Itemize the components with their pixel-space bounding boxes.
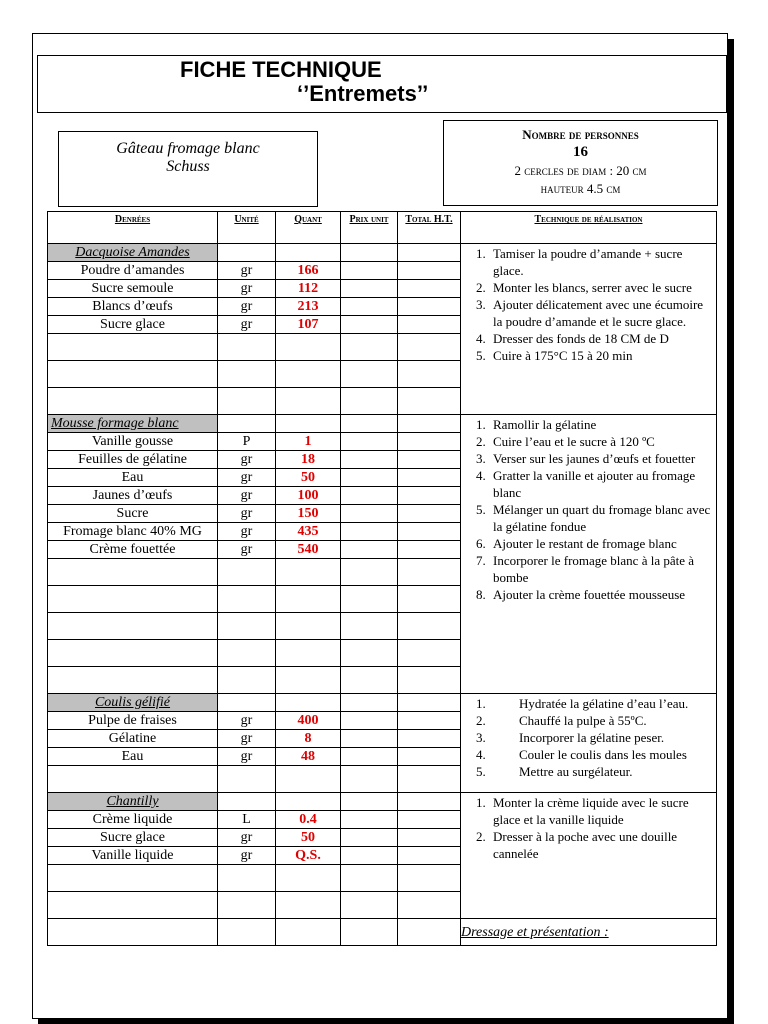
total-cell: [398, 505, 461, 523]
empty-cell: [276, 244, 341, 262]
ingredient-quantity: 50: [276, 469, 341, 487]
technique-step: 2. Monter les blancs, serrer avec le sucre: [489, 279, 714, 296]
technique-step: 5. Mettre au surgélateur.: [489, 763, 714, 780]
unit-price-cell: [341, 469, 398, 487]
empty-cell: [398, 694, 461, 712]
ingredient-name: Jaunes d’œufs: [48, 487, 218, 505]
total-cell: [398, 829, 461, 847]
total-cell: [398, 730, 461, 748]
empty-cell: [276, 667, 341, 694]
ingredient-name: Sucre glace: [48, 829, 218, 847]
header-total: Total H.T.: [398, 212, 461, 244]
empty-cell: [48, 892, 218, 919]
table-header-row: [48, 212, 717, 244]
total-cell: [398, 451, 461, 469]
technique-step: 1. Monter la crème liquide avec le sucre glace et la vanille liquide: [489, 794, 714, 828]
empty-cell: [398, 766, 461, 793]
empty-cell: [48, 388, 218, 415]
section-row: [48, 694, 717, 712]
unit-price-cell: [341, 487, 398, 505]
section-name: Dacquoise Amandes: [48, 244, 218, 262]
ingredient-unit: gr: [218, 505, 276, 523]
empty-cell: [341, 334, 398, 361]
technique-step: 3. Verser sur les jaunes d’œufs et fouetter: [489, 450, 714, 467]
document-subtitle: ‘’Entremets’’: [297, 81, 429, 106]
empty-cell: [341, 415, 398, 433]
ingredient-unit: gr: [218, 847, 276, 865]
technique-cell: [461, 793, 717, 919]
ingredient-name: Gélatine: [48, 730, 218, 748]
empty-cell: [398, 361, 461, 388]
unit-price-cell: [341, 748, 398, 766]
header-denrees: Denrées: [48, 212, 218, 244]
technique-step: 4. Couler le coulis dans les moules: [489, 746, 714, 763]
dressage-label: Dressage et présentation :: [461, 919, 717, 946]
unit-price-cell: [341, 262, 398, 280]
ingredient-unit: gr: [218, 523, 276, 541]
ingredient-unit: P: [218, 433, 276, 451]
empty-cell: [341, 919, 398, 946]
technique-step: 7. Incorporer le fromage blanc à la pâte à bombe: [489, 552, 714, 586]
unit-price-cell: [341, 847, 398, 865]
empty-cell: [341, 613, 398, 640]
empty-cell: [398, 388, 461, 415]
empty-cell: [48, 334, 218, 361]
technique-cell: [461, 415, 717, 694]
circles-info: 2 cercles de diam : 20 cm: [514, 163, 647, 178]
empty-cell: [341, 766, 398, 793]
header-unite: Unité: [218, 212, 276, 244]
empty-cell: [341, 892, 398, 919]
ingredient-quantity: 150: [276, 505, 341, 523]
empty-cell: [341, 244, 398, 262]
empty-cell: [398, 334, 461, 361]
empty-cell: [341, 640, 398, 667]
document-title: FICHE TECHNIQUE: [180, 57, 382, 82]
ingredient-unit: gr: [218, 829, 276, 847]
empty-cell: [48, 586, 218, 613]
empty-cell: [218, 694, 276, 712]
ingredient-quantity: 48: [276, 748, 341, 766]
ingredient-unit: gr: [218, 262, 276, 280]
empty-cell: [276, 415, 341, 433]
empty-cell: [48, 559, 218, 586]
total-cell: [398, 298, 461, 316]
empty-cell: [398, 793, 461, 811]
ingredient-unit: gr: [218, 316, 276, 334]
empty-cell: [276, 865, 341, 892]
ingredient-quantity: 50: [276, 829, 341, 847]
technique-steps: [465, 416, 714, 603]
technique-step: 2. Cuire l’eau et le sucre à 120 ºC: [489, 433, 714, 450]
empty-cell: [218, 613, 276, 640]
total-cell: [398, 280, 461, 298]
ingredient-name: Eau: [48, 469, 218, 487]
header-prix: Prix unit: [341, 212, 398, 244]
header-quant: Quant: [276, 212, 341, 244]
technique-steps: [465, 695, 714, 780]
ingredient-unit: gr: [218, 487, 276, 505]
total-cell: [398, 487, 461, 505]
empty-cell: [276, 388, 341, 415]
empty-cell: [398, 559, 461, 586]
unit-price-cell: [341, 730, 398, 748]
empty-cell: [276, 892, 341, 919]
empty-cell: [276, 694, 341, 712]
unit-price-cell: [341, 298, 398, 316]
unit-price-cell: [341, 829, 398, 847]
section-row: [48, 244, 717, 262]
empty-cell: [276, 919, 341, 946]
technique-step: 1. Hydratée la gélatine d’eau l’eau.: [489, 695, 714, 712]
ingredients-table: [47, 211, 717, 946]
unit-price-cell: [341, 505, 398, 523]
technique-step: 4. Dresser des fonds de 18 CM de D: [489, 330, 714, 347]
technique-step: 5. Cuire à 175°C 15 à 20 min: [489, 347, 714, 364]
empty-cell: [398, 244, 461, 262]
ingredient-name: Sucre: [48, 505, 218, 523]
empty-cell: [218, 892, 276, 919]
total-cell: [398, 712, 461, 730]
total-cell: [398, 523, 461, 541]
empty-cell: [218, 793, 276, 811]
technique-steps: [465, 245, 714, 364]
empty-cell: [276, 361, 341, 388]
ingredient-name: Fromage blanc 40% MG: [48, 523, 218, 541]
unit-price-cell: [341, 523, 398, 541]
ingredient-name: Sucre semoule: [48, 280, 218, 298]
section-row: [48, 415, 717, 433]
ingredient-unit: gr: [218, 469, 276, 487]
total-cell: [398, 748, 461, 766]
empty-cell: [218, 640, 276, 667]
empty-cell: [218, 415, 276, 433]
ingredient-quantity: 400: [276, 712, 341, 730]
section-name: Mousse formage blanc: [48, 415, 218, 433]
header-technique: Technique de réalisation: [461, 212, 717, 244]
empty-cell: [341, 667, 398, 694]
dressage-row: [48, 919, 717, 946]
technique-step: 2. Dresser à la poche avec une douille cannelée: [489, 828, 714, 862]
ingredient-name: Blancs d’œufs: [48, 298, 218, 316]
ingredient-quantity: 18: [276, 451, 341, 469]
ingredient-quantity: 213: [276, 298, 341, 316]
unit-price-cell: [341, 712, 398, 730]
technique-step: 8. Ajouter la crème fouettée mousseuse: [489, 586, 714, 603]
technique-step: 6. Ajouter le restant de fromage blanc: [489, 535, 714, 552]
ingredient-name: Crème liquide: [48, 811, 218, 829]
empty-cell: [341, 694, 398, 712]
technique-step: 5. Mélanger un quart du fromage blanc avec la gélatine fondue: [489, 501, 714, 535]
empty-cell: [218, 334, 276, 361]
empty-cell: [48, 361, 218, 388]
ingredient-name: Vanille gousse: [48, 433, 218, 451]
empty-cell: [218, 919, 276, 946]
empty-cell: [218, 388, 276, 415]
total-cell: [398, 262, 461, 280]
technique-step: 3. Ajouter délicatement avec une écumoire la poudre d’amande et le sucre glace.: [489, 296, 714, 330]
technique-step: 3. Incorporer la gélatine peser.: [489, 729, 714, 746]
unit-price-cell: [341, 451, 398, 469]
empty-cell: [341, 793, 398, 811]
empty-cell: [276, 334, 341, 361]
empty-cell: [341, 559, 398, 586]
unit-price-cell: [341, 811, 398, 829]
technique-step: 1. Ramollir la gélatine: [489, 416, 714, 433]
empty-cell: [276, 613, 341, 640]
empty-cell: [218, 244, 276, 262]
ingredient-quantity: 112: [276, 280, 341, 298]
empty-cell: [341, 586, 398, 613]
empty-cell: [398, 415, 461, 433]
technique-cell: [461, 244, 717, 415]
height-info: hauteur 4.5 cm: [540, 181, 621, 196]
ingredient-name: Pulpe de fraises: [48, 712, 218, 730]
empty-cell: [276, 586, 341, 613]
empty-cell: [276, 766, 341, 793]
total-cell: [398, 541, 461, 559]
ingredient-unit: gr: [218, 748, 276, 766]
empty-cell: [276, 793, 341, 811]
recipe-variant: Schuss: [166, 158, 210, 175]
empty-cell: [48, 640, 218, 667]
empty-cell: [218, 667, 276, 694]
empty-cell: [218, 361, 276, 388]
empty-cell: [48, 613, 218, 640]
empty-cell: [398, 667, 461, 694]
empty-cell: [398, 865, 461, 892]
ingredient-unit: gr: [218, 280, 276, 298]
unit-price-cell: [341, 316, 398, 334]
unit-price-cell: [341, 280, 398, 298]
ingredient-quantity: 0.4: [276, 811, 341, 829]
persons-count: 16: [573, 144, 588, 160]
empty-cell: [276, 640, 341, 667]
ingredient-quantity: 8: [276, 730, 341, 748]
empty-cell: [48, 766, 218, 793]
empty-cell: [48, 667, 218, 694]
empty-cell: [48, 919, 218, 946]
ingredient-quantity: 435: [276, 523, 341, 541]
empty-cell: [398, 613, 461, 640]
technique-steps: [465, 794, 714, 862]
empty-cell: [398, 640, 461, 667]
technique-step: 2. Chauffé la pulpe à 55ºC.: [489, 712, 714, 729]
empty-cell: [276, 559, 341, 586]
ingredient-quantity: 100: [276, 487, 341, 505]
section-name: Coulis gélifié: [48, 694, 218, 712]
ingredient-name: Crème fouettée: [48, 541, 218, 559]
ingredient-quantity: 540: [276, 541, 341, 559]
ingredient-unit: gr: [218, 712, 276, 730]
total-cell: [398, 316, 461, 334]
empty-cell: [218, 766, 276, 793]
ingredient-name: Poudre d’amandes: [48, 262, 218, 280]
empty-cell: [218, 586, 276, 613]
recipe-name-box: [58, 131, 318, 207]
technique-cell: [461, 694, 717, 793]
empty-cell: [218, 865, 276, 892]
ingredient-name: Eau: [48, 748, 218, 766]
empty-cell: [48, 865, 218, 892]
technique-step: 4. Gratter la vanille et ajouter au fromage blanc: [489, 467, 714, 501]
recipe-name: Gâteau fromage blanc: [116, 140, 260, 157]
ingredient-name: Feuilles de gélatine: [48, 451, 218, 469]
empty-cell: [398, 586, 461, 613]
total-cell: [398, 811, 461, 829]
empty-cell: [341, 388, 398, 415]
section-row: [48, 793, 717, 811]
ingredient-name: Vanille liquide: [48, 847, 218, 865]
total-cell: [398, 469, 461, 487]
persons-box: [443, 120, 718, 206]
ingredient-quantity: 166: [276, 262, 341, 280]
technique-step: 1. Tamiser la poudre d’amande + sucre glace.: [489, 245, 714, 279]
ingredient-unit: L: [218, 811, 276, 829]
empty-cell: [398, 919, 461, 946]
total-cell: [398, 847, 461, 865]
unit-price-cell: [341, 541, 398, 559]
empty-cell: [398, 892, 461, 919]
empty-cell: [341, 361, 398, 388]
ingredient-unit: gr: [218, 451, 276, 469]
section-name: Chantilly: [48, 793, 218, 811]
total-cell: [398, 433, 461, 451]
ingredient-unit: gr: [218, 298, 276, 316]
persons-label: Nombre de personnes: [522, 127, 639, 142]
ingredient-quantity: 1: [276, 433, 341, 451]
ingredient-quantity: 107: [276, 316, 341, 334]
unit-price-cell: [341, 433, 398, 451]
empty-cell: [341, 865, 398, 892]
ingredient-unit: gr: [218, 730, 276, 748]
ingredient-name: Sucre glace: [48, 316, 218, 334]
empty-cell: [218, 559, 276, 586]
ingredient-quantity: Q.S.: [276, 847, 341, 865]
ingredient-unit: gr: [218, 541, 276, 559]
